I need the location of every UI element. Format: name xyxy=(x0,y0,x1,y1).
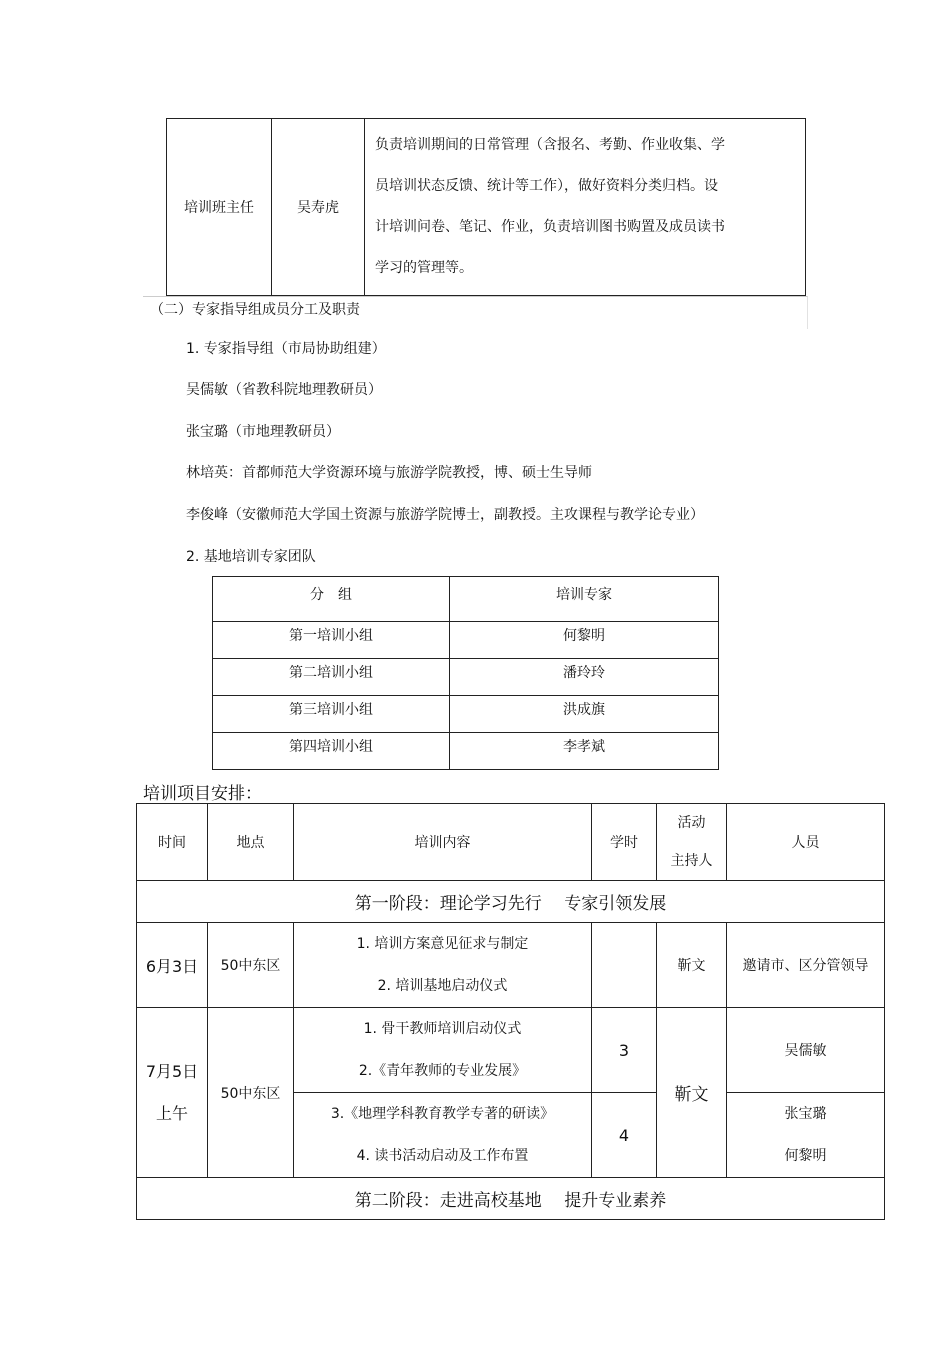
header-host-line: 主持人 xyxy=(670,853,713,869)
group-name: 第三培训小组 xyxy=(213,696,450,733)
duty-person: 吴寿虎 xyxy=(272,119,365,296)
row2-people-a: 吴儒敏 xyxy=(727,1008,885,1093)
stage-one-heading: 第一阶段：理论学习先行 专家引领发展 xyxy=(137,881,885,923)
row1-hours xyxy=(592,923,657,1008)
expert-item: 林培英：首都师范大学资源环境与旅游学院教授，博、硕士生导师 xyxy=(186,465,592,481)
plan-table xyxy=(136,803,885,1220)
header-host-line: 活动 xyxy=(677,815,706,831)
base-team-title: 2. 基地培训专家团队 xyxy=(186,549,316,565)
group-name: 第一培训小组 xyxy=(213,622,450,659)
row2-place: 50中东区 xyxy=(208,1008,294,1178)
duty-line: 员培训状态反馈、统计等工作），做好资料分类归档。设 xyxy=(375,178,718,194)
plan-title: 培训项目安排： xyxy=(143,784,262,804)
row2-period: 上午 xyxy=(155,1103,188,1123)
row2-hours-a: 3 xyxy=(592,1008,657,1093)
group-expert: 李孝斌 xyxy=(450,733,719,770)
duty-table xyxy=(166,118,806,296)
row2-content-a xyxy=(294,1008,592,1093)
row2-host: 靳文 xyxy=(657,1008,727,1178)
row1-content xyxy=(294,923,592,1008)
expert-header: 培训专家 xyxy=(450,577,719,622)
group-expert: 洪成旗 xyxy=(450,696,719,733)
row2-time xyxy=(137,1008,208,1178)
header-content: 培训内容 xyxy=(294,804,592,881)
group-expert: 何黎明 xyxy=(450,622,719,659)
expert-item: 张宝璐（市地理教研员） xyxy=(186,424,340,440)
duty-line: 计培训问卷、笔记、作业，负责培训图书购置及成员读书 xyxy=(375,219,725,235)
group-name: 第二培训小组 xyxy=(213,659,450,696)
content-line: 2. 培训基地启动仪式 xyxy=(377,978,508,994)
expert-item: 吴儒敏（省教科院地理教研员） xyxy=(186,382,382,398)
row1-place: 50中东区 xyxy=(208,923,294,1008)
row1-host: 靳文 xyxy=(657,923,727,1008)
duty-line: 学习的管理等。 xyxy=(375,260,473,276)
people-line: 何黎明 xyxy=(784,1148,827,1164)
duty-line: 负责培训期间的日常管理（含报名、考勤、作业收集、学 xyxy=(375,137,725,153)
expert-group-title: 1. 专家指导组（市局协助组建） xyxy=(186,341,386,357)
content-line: 1. 骨干教师培训启动仪式 xyxy=(363,1021,522,1037)
row1-people: 邀请市、区分管领导 xyxy=(727,923,885,1008)
row2-content-b xyxy=(294,1093,592,1178)
content-line: 2.《青年教师的专业发展》 xyxy=(358,1063,527,1079)
stage-two-heading: 第二阶段：走进高校基地 提升专业素养 xyxy=(137,1178,885,1220)
group-table xyxy=(212,576,719,770)
duty-role: 培训班主任 xyxy=(167,119,272,296)
header-host xyxy=(657,804,727,881)
header-place: 地点 xyxy=(208,804,294,881)
header-hours: 学时 xyxy=(592,804,657,881)
section-heading-text: （二）专家指导组成员分工及职责 xyxy=(150,302,360,318)
row2-date: 7月5日 xyxy=(145,1061,199,1081)
section-heading xyxy=(143,296,808,329)
header-time: 时间 xyxy=(137,804,208,881)
content-line: 4. 读书活动启动及工作布置 xyxy=(356,1148,529,1164)
group-header: 分 组 xyxy=(213,577,450,622)
group-name: 第四培训小组 xyxy=(213,733,450,770)
row1-time: 6月3日 xyxy=(137,923,208,1008)
row2-hours-b: 4 xyxy=(592,1093,657,1178)
content-line: 3.《地理学科教育教学专著的研读》 xyxy=(330,1106,555,1122)
row2-people-b xyxy=(727,1093,885,1178)
content-line: 1. 培训方案意见征求与制定 xyxy=(356,936,529,952)
expert-item: 李俊峰（安徽师范大学国土资源与旅游学院博士，副教授。主攻课程与教学论专业） xyxy=(186,507,704,523)
header-people: 人员 xyxy=(727,804,885,881)
group-expert: 潘玲玲 xyxy=(450,659,719,696)
people-line: 张宝璐 xyxy=(784,1106,827,1122)
duty-description xyxy=(365,119,806,296)
